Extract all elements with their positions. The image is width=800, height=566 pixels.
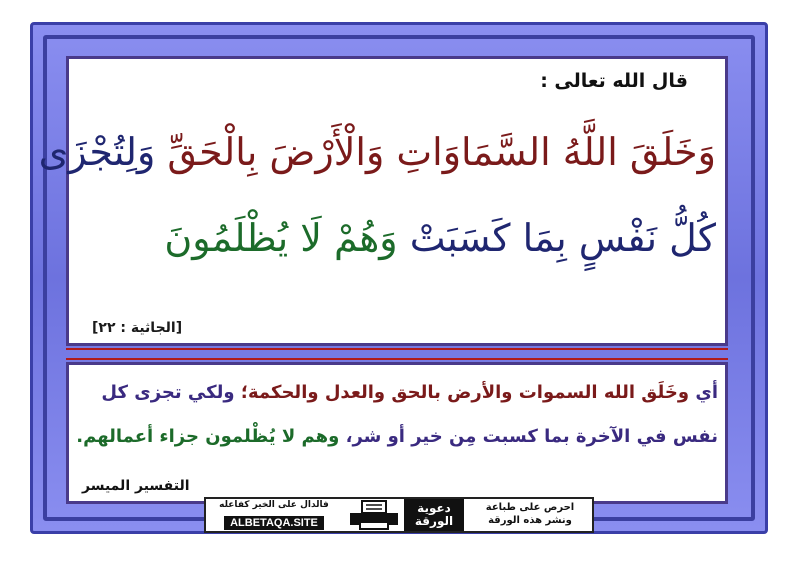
footer-site [206,499,342,531]
tafsir-line-1-red: وخَلَق الله السموات والأرض بالحق والعدل والحكمة؛ [240,382,690,403]
tafsir-source: التفسير الميسر [82,478,190,494]
tafsir-line-1 [84,382,718,403]
tafsir-line-2-blue: نفس في الآخرة بما كسبت مِن خير أو شر، [345,426,718,447]
verse-panel [66,56,728,346]
verse-line-2-blue: كُلُّ نَفْسٍ بِمَا كَسَبَتْ [409,216,716,260]
footer-slogan-line-2: ونشر هذه الورقة [488,515,572,526]
verse-line-1-red: وَخَلَقَ اللَّهُ السَّمَاوَاتِ وَالْأَرْضَ بِالْحَقِّ [167,130,716,174]
tafsir-line-1-b: ولكي تجزى كل [101,382,235,403]
verse-reference: [الجاثية : ٢٢] [92,320,183,336]
printer-icon [346,500,402,530]
verse-line-1-blue: وَلِتُجْزَى [38,130,156,174]
tafsir-line-2-green: وهم لا يُظْلمون جزاء أعمالهم. [76,426,340,447]
verse-intro: قال الله تعالى : [540,70,688,92]
verse-line-2 [80,216,716,262]
footer-hadith: فالدال على الخير كفاعله [219,500,329,510]
footer-slogan-line-1: احرص على طباعة [485,502,575,513]
logo-top: دعوية [417,501,451,515]
logo [404,499,464,531]
footer-url[interactable]: ALBETAQA.SITE [224,516,324,530]
tafsir-line-1-a: أي [695,382,718,403]
footer-slogan [470,501,590,527]
divider-line-top [66,348,728,350]
verse-line-2-green: وَهُمْ لَا يُظْلَمُونَ [164,216,398,260]
tafsir-line-2 [76,426,718,447]
logo-bottom: الورقة [414,514,454,528]
divider-line-bottom [66,358,728,360]
verse-line-1 [38,130,716,176]
